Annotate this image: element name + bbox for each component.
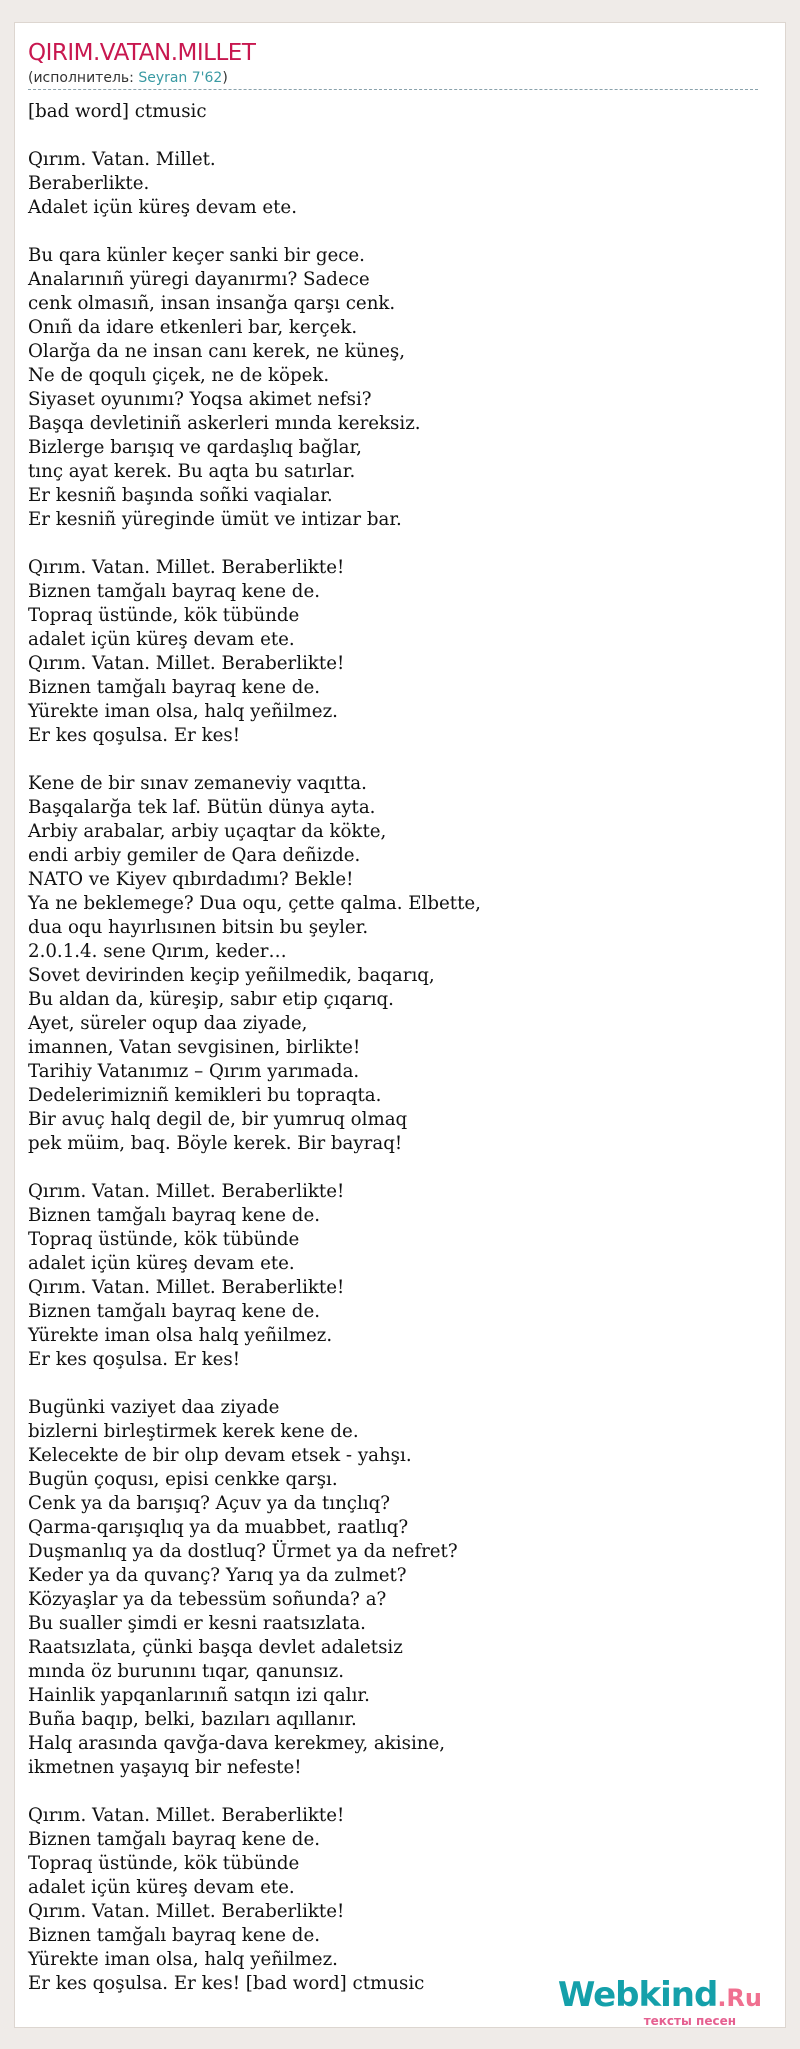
lyric-line: Qırım. Vatan. Millet. Beraberlikte! [28, 1277, 345, 1298]
lyric-line: Qırım. Vatan. Millet. Beraberlikte! [28, 1805, 345, 1826]
lyric-line: Bizlerge barışıq ve qardaşlıq bağlar, [28, 437, 362, 458]
lyric-line: Er kes qoşulsa. Er kes! [28, 725, 241, 746]
lyric-line: tınç ayat kerek. Bu aqta bu satırlar. [28, 461, 356, 482]
lyrics-text [28, 100, 481, 2020]
lyric-line: Başqa devletiniñ askerleri mında kereksiz. [28, 413, 421, 434]
lyric-line: Kelecekte de bir olıp devam etsek - yahşı. [28, 1445, 412, 1466]
lyric-line: Hainlik yapqanlarınıñ satqın izi qalır. [28, 1685, 370, 1706]
lyric-line: Qırım. Vatan. Millet. [28, 149, 216, 170]
lyric-line: Biznen tamğalı bayraq kene de. [28, 1925, 320, 1946]
lyric-line: Cenk ya da barışıq? Açuv ya da tınçlıq? [28, 1493, 390, 1514]
lyric-line: Yürekte iman olsa halq yeñilmez. [28, 1325, 333, 1346]
lyric-line: endi arbiy gemiler de Qara deñizde. [28, 845, 361, 866]
lyric-line: NATO ve Kiyev qıbırdadımı? Bekle! [28, 869, 354, 890]
stanza [28, 772, 481, 1156]
lyric-line: Adalet içün küreş devam ete. [28, 197, 297, 218]
webkind-logo[interactable] [558, 1976, 762, 2028]
lyric-line: Keder ya da quvanç? Yarıq ya da zulmet? [28, 1565, 407, 1586]
lyric-line: Bir avuç halq degil de, bir yumruq olmaq [28, 1109, 408, 1130]
lyric-line: Biznen tamğalı bayraq kene de. [28, 1205, 320, 1226]
lyric-line: Bu qara künler keçer sanki bir gece. [28, 245, 365, 266]
stanza [28, 244, 481, 532]
lyric-line: adalet içün küreş devam ete. [28, 1253, 295, 1274]
lyric-line: Biznen tamğalı bayraq kene de. [28, 581, 320, 602]
lyric-line: Olarğa da ne insan canı kerek, ne küneş, [28, 341, 406, 362]
lyric-line: 2.0.1.4. sene Qırım, keder… [28, 941, 287, 962]
lyric-line: pek müim, baq. Böyle kerek. Bir bayraq! [28, 1133, 403, 1154]
lyric-line: Er kes qoşulsa. Er kes! [28, 1349, 241, 1370]
lyric-line: Halq arasında qavğa-dava kerekmey, akisine, [28, 1733, 446, 1754]
lyric-line: Beraberlikte. [28, 173, 150, 194]
lyric-line: Er kesniñ başında soñki vaqialar. [28, 485, 333, 506]
lyric-line: Qarma-qarışıqlıq ya da muabbet, raatlıq? [28, 1517, 409, 1538]
lyric-line: adalet içün küreş devam ete. [28, 1877, 295, 1898]
lyric-line: Qırım. Vatan. Millet. Beraberlikte! [28, 557, 345, 578]
artist-prefix: (исполнитель: [28, 70, 139, 86]
lyric-line: Biznen tamğalı bayraq kene de. [28, 1301, 320, 1322]
lyric-line: cenk olmasıñ, insan insanğa qarşı cenk. [28, 293, 396, 314]
stanza [28, 556, 481, 748]
lyric-line: imannen, Vatan sevgisinen, birlikte! [28, 1037, 361, 1058]
lyric-line: Onıñ da idare etkenleri bar, kerçek. [28, 317, 358, 338]
artist-suffix: ) [222, 70, 228, 86]
lyric-line: Ne de qoqulı çiçek, ne de köpek. [28, 365, 330, 386]
lyric-line: Kene de bir sınav zemaneviy vaqıtta. [28, 773, 367, 794]
lyric-line: Er kes qoşulsa. Er kes! [bad word] ctmusic [28, 1973, 425, 1994]
logo-tld: .Ru [717, 1984, 762, 2012]
lyric-line: Biznen tamğalı bayraq kene de. [28, 1829, 320, 1850]
artist-link[interactable]: Seyran 7'62 [138, 70, 223, 86]
stanza [28, 1396, 481, 1780]
lyric-line: Buña baqıp, belki, bazıları aqıllanır. [28, 1709, 357, 1730]
artist-line [28, 70, 758, 90]
lyric-line: Başqalarğa tek laf. Bütün dünya ayta. [28, 797, 376, 818]
lyric-line: Yürekte iman olsa, halq yeñilmez. [28, 1949, 338, 1970]
stanza [28, 1180, 481, 1372]
stanza [28, 148, 481, 220]
lyric-line: Közyaşlar ya da tebessüm soñunda? a? [28, 1589, 387, 1610]
lyric-line: Yürekte iman olsa, halq yeñilmez. [28, 701, 338, 722]
lyric-line: Topraq üstünde, kök tübünde [28, 1229, 300, 1250]
lyric-line: Bugünki vaziyet daa ziyade [28, 1397, 280, 1418]
lyric-line: ikmetnen yaşayıq bir nefeste! [28, 1757, 302, 1778]
stanza [28, 1804, 481, 1996]
lyric-line: Qırım. Vatan. Millet. Beraberlikte! [28, 1181, 345, 1202]
lyric-line: Analarınıñ yüregi dayanırmı? Sadece [28, 269, 370, 290]
lyric-line: Bu aldan da, küreşip, sabır etip çıqarıq. [28, 989, 394, 1010]
lyric-line: Sovet devirinden keçip yeñilmedik, baqarıq, [28, 965, 435, 986]
logo-name: Webkind [557, 1975, 718, 2015]
lyric-line: [bad word] ctmusic [28, 101, 207, 122]
lyric-line: Tarihiy Vatanımız – Qırım yarımada. [28, 1061, 360, 1082]
stanza [28, 100, 481, 124]
lyric-line: Qırım. Vatan. Millet. Beraberlikte! [28, 1901, 345, 1922]
logo-tagline: тексты песен [643, 2014, 736, 2028]
logo-wordmark [558, 1976, 762, 2014]
lyric-line: Topraq üstünde, kök tübünde [28, 605, 300, 626]
lyric-line: Siyaset oyunımı? Yoqsa akimet nefsi? [28, 389, 372, 410]
lyric-line: Ya ne beklemege? Dua oqu, çette qalma. Elbette, [28, 893, 481, 914]
song-title: QIRIM.VATAN.MILLET [28, 40, 256, 66]
lyric-line: Duşmanlıq ya da dostluq? Ürmet ya da nefret? [28, 1541, 458, 1562]
lyric-line: Bu sualler şimdi er kesni raatsızlata. [28, 1613, 366, 1634]
lyric-line: Ayet, süreler oqup daa ziyade, [28, 1013, 308, 1034]
lyric-line: bizlerni birleştirmek kerek kene de. [28, 1421, 359, 1442]
lyric-line: adalet içün küreş devam ete. [28, 629, 295, 650]
lyric-line: mında öz burunını tıqar, qanunsız. [28, 1661, 344, 1682]
lyric-line: Raatsızlata, çünki başqa devlet adaletsiz [28, 1637, 403, 1658]
lyric-line: Arbiy arabalar, arbiy uçaqtar da kökte, [28, 821, 387, 842]
lyric-line: Topraq üstünde, kök tübünde [28, 1853, 300, 1874]
lyric-line: Bugün çoqusı, episi cenkke qarşı. [28, 1469, 338, 1490]
lyric-line: dua oqu hayırlısınen bitsin bu şeyler. [28, 917, 369, 938]
lyric-line: Dedelerimizniñ kemikleri bu topraqta. [28, 1085, 382, 1106]
lyric-line: Er kesniñ yüreginde ümüt ve intizar bar. [28, 509, 402, 530]
lyric-line: Qırım. Vatan. Millet. Beraberlikte! [28, 653, 345, 674]
lyric-line: Biznen tamğalı bayraq kene de. [28, 677, 320, 698]
